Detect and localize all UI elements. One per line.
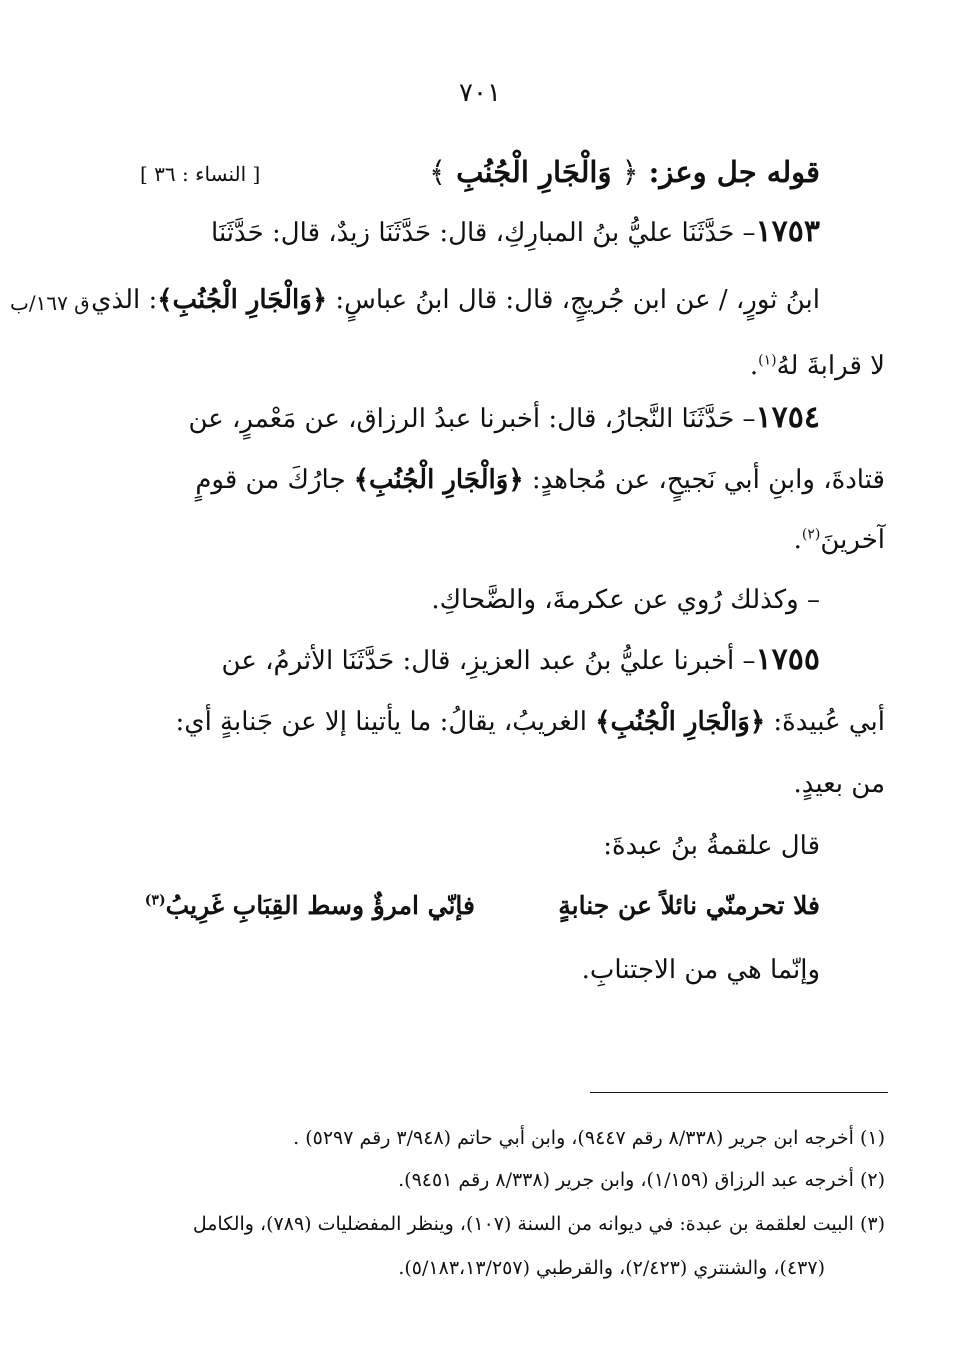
footnote-marker: (١): [758, 352, 777, 369]
entry-text: ابنُ ثورٍ، / عن ابن جُريجٍ، قال: قال ابنُ عباسٍ:: [335, 285, 820, 315]
poem-intro: قال علقمةُ بنُ عبدةَ:: [603, 831, 820, 861]
footnote-marker: (٢): [801, 526, 821, 543]
entry-text: .: [749, 351, 759, 381]
poem-second-hemistich: [145, 886, 475, 926]
entry-text: لا قرابةَ لهُ: [776, 351, 885, 381]
entry-1754-line-1: [188, 398, 820, 439]
footnote-1: (١) أخرجه ابن جرير (٨/٣٣٨ رقم ٩٤٤٧)، وابن أبي حاتم (٣/٩٤٨ رقم ٥٢٩٧) .: [293, 1127, 885, 1149]
ornate-bracket-close: ﴾: [428, 155, 446, 189]
heading-prefix: قوله جل وعز:: [638, 155, 820, 189]
entry-1753-line-2: [91, 280, 820, 320]
entry-text: آخرينَ: [820, 525, 885, 555]
entry-text: – أخبرنا عليُّ بنُ عبد العزيزِ، قال: حَدَّثَنَا الأثرمُ، عن: [221, 646, 756, 676]
entry-1755-line-2: [175, 702, 885, 742]
footnote-3-continued: (٤٣٧)، والشنتري (٢/٤٢٣)، والقرطبي (٥/١٨٣،١٣/٢٥٧).: [398, 1257, 825, 1279]
entry-1754-line-3: [794, 520, 885, 560]
hadith-number: ١٧٥٤: [755, 400, 820, 435]
manuscript-folio-note: ق ١٦٧/ب: [10, 291, 90, 315]
footnote-marker: (٣): [144, 892, 166, 909]
entry-1755-line-1: [222, 640, 820, 681]
quoted-verse: ﴿وَالْجَارِ الْجُنُبِ﴾: [157, 285, 328, 315]
heading-verse: وَالْجَارِ الْجُنُبِ: [445, 155, 622, 189]
footnote-separator: [590, 1092, 888, 1093]
poem-second-half: فإنّي امرؤٌ وسط القِبَابِ غَرِيبُ: [165, 891, 475, 920]
poem-commentary: وإنّما هي من الاجتنابِ.: [581, 955, 820, 985]
related-narration: [431, 580, 820, 620]
entry-text: : الذي: [91, 285, 158, 315]
entry-text: .: [793, 525, 802, 555]
hadith-number: ١٧٥٥: [755, 642, 820, 677]
entry-1755-line-3: [793, 764, 885, 804]
entry-text: – حَدَّثَنَا النَّجارُ، قال: أخبرنا عبدُ الرزاق، عن مَعْمرٍ، عن: [188, 404, 756, 434]
entry-1754-line-2: [195, 460, 885, 500]
entry-text: جارُكَ من قومٍ: [195, 465, 354, 495]
entry-text: قتادةَ، وابنِ أبي نَجيحٍ، عن مُجاهدٍ:: [531, 465, 885, 495]
footnote-2: (٢) أخرجه عبد الرزاق (١/١٥٩)، وابن جرير (٨/٣٣٨ رقم ٩٤٥١).: [398, 1169, 885, 1191]
page-number: ٧٠١: [459, 78, 501, 108]
footnote-3: (٣) البيت لعلقمة بن عبدة: في ديوانه من السنة (١٠٧)، وينظر المفضليات (٧٨٩)، والكامل: [192, 1213, 885, 1235]
quoted-verse: ﴿وَالْجَارِ الْجُنُبِ﴾: [595, 707, 766, 737]
hadith-number: ١٧٥٣: [755, 214, 820, 249]
ornate-bracket-open: ﴿: [621, 155, 639, 189]
entry-text: من بعيدٍ.: [793, 769, 885, 799]
entry-1753-line-1: [211, 212, 820, 253]
entry-text: الغريبُ، يقالُ: ما يأتينا إلا عن جَنابةٍ أي:: [175, 707, 596, 737]
poem-first-hemistich: فلا تحرمنّي نائلاً عن جنابةٍ: [558, 891, 820, 920]
entry-text: أبي عُبيدةَ:: [773, 707, 885, 737]
entry-text: – وكذلك رُوي عن عكرمةَ، والضَّحاكِ.: [431, 585, 820, 615]
entry-1753-line-3: [750, 346, 885, 386]
section-heading: [429, 150, 820, 194]
quoted-verse: ﴿وَالْجَارِ الْجُنُبِ﴾: [353, 465, 524, 495]
entry-text: – حَدَّثَنَا عليُّ بنُ المبارِكِ، قال: حَدَّثَنَا زيدٌ، قال: حَدَّثَنَا: [211, 218, 756, 248]
surah-reference: [ النساء : ٣٦ ]: [140, 162, 261, 186]
